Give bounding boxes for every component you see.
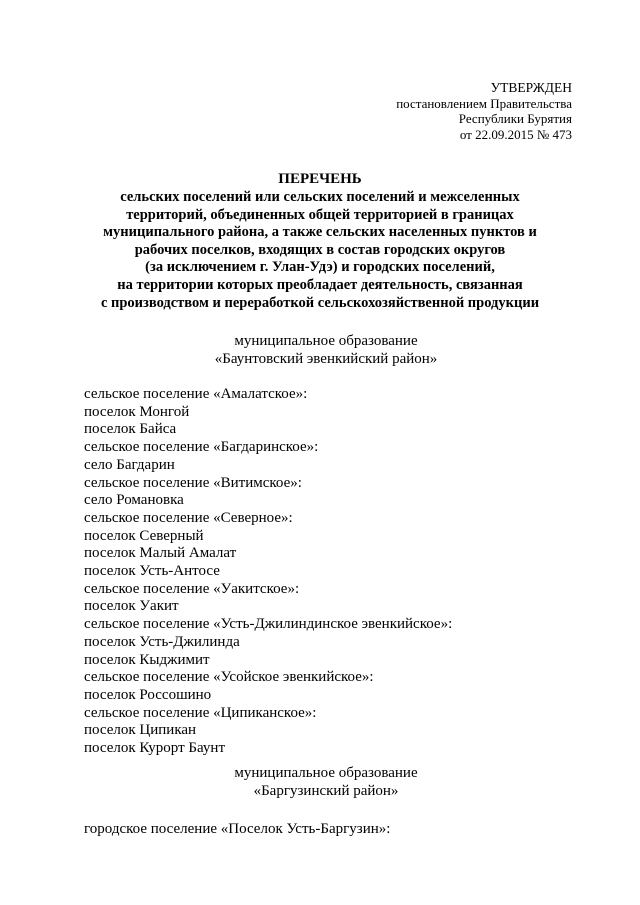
- list-item: село Романовка: [84, 492, 184, 509]
- list-item: поселок Усть-Антосе: [84, 563, 220, 580]
- list-item: сельское поселение «Уакитское»:: [84, 580, 300, 597]
- approval-line-2: Республики Бурятия: [458, 111, 572, 126]
- section-heading-line: «Баунтовский эвенкийский район»: [214, 351, 438, 367]
- title-line: на территории которых преобладает деятельность, связанная: [117, 276, 523, 293]
- section-heading-line: «Баргузинский район»: [253, 783, 399, 799]
- list-item: поселок Ципикан: [84, 722, 197, 739]
- list-item: поселок Малый Амалат: [84, 545, 237, 562]
- list-item: село Багдарин: [84, 456, 175, 473]
- list-item: поселок Усть-Джилинда: [84, 633, 240, 650]
- approval-heading: УТВЕРЖДЕН: [490, 80, 572, 95]
- list-item: сельское поселение «Витимское»:: [84, 474, 302, 491]
- list-item: поселок Кыджимит: [84, 651, 210, 668]
- title-line: сельских поселений или сельских поселений и межселенных: [120, 189, 520, 205]
- list-item: городское поселение «Поселок Усть-Баргузин»:: [84, 821, 391, 837]
- list-item: поселок Монгой: [84, 403, 190, 420]
- section-heading-barguzin: [0, 764, 640, 800]
- list-item: поселок Россошино: [84, 686, 212, 703]
- title-line: (за исключением г. Улан-Удэ) и городских поселений,: [145, 259, 495, 276]
- approval-stamp: [396, 80, 572, 142]
- title-line: рабочих поселков, входящих в состав городских округов: [134, 241, 506, 258]
- settlement-list-baunt: [84, 386, 452, 758]
- list-item: поселок Уакит: [84, 598, 179, 615]
- document-title-block: [0, 170, 640, 312]
- list-item: сельское поселение «Ципиканское»:: [84, 704, 317, 721]
- section-heading-line: муниципальное образование: [234, 765, 418, 781]
- approval-line-3: от 22.09.2015 № 473: [459, 126, 572, 142]
- title-line: муниципального района, а также сельских населенных пунктов и: [103, 224, 537, 241]
- approval-line-1: постановлением Правительства: [396, 95, 572, 111]
- list-item: сельское поселение «Амалатское»:: [84, 386, 308, 402]
- list-item: сельское поселение «Северное»:: [84, 509, 293, 526]
- list-item: поселок Северный: [84, 527, 204, 544]
- document-title: ПЕРЕЧЕНЬ: [278, 171, 362, 187]
- title-line: с производством и переработкой сельскохозяйственной продукции: [100, 294, 540, 311]
- section-heading-line: муниципальное образование: [234, 333, 418, 349]
- list-item: сельское поселение «Усть-Джилиндинское эвенкийское»:: [84, 616, 453, 633]
- list-item: поселок Байса: [84, 421, 177, 438]
- list-item: поселок Курорт Баунт: [84, 740, 225, 757]
- title-line: территорий, объединенных общей территорией в границах: [126, 206, 514, 223]
- list-item: сельское поселение «Усойское эвенкийское»:: [84, 669, 374, 686]
- section-heading-baunt: [0, 332, 640, 368]
- list-item: сельское поселение «Багдаринское»:: [84, 439, 319, 456]
